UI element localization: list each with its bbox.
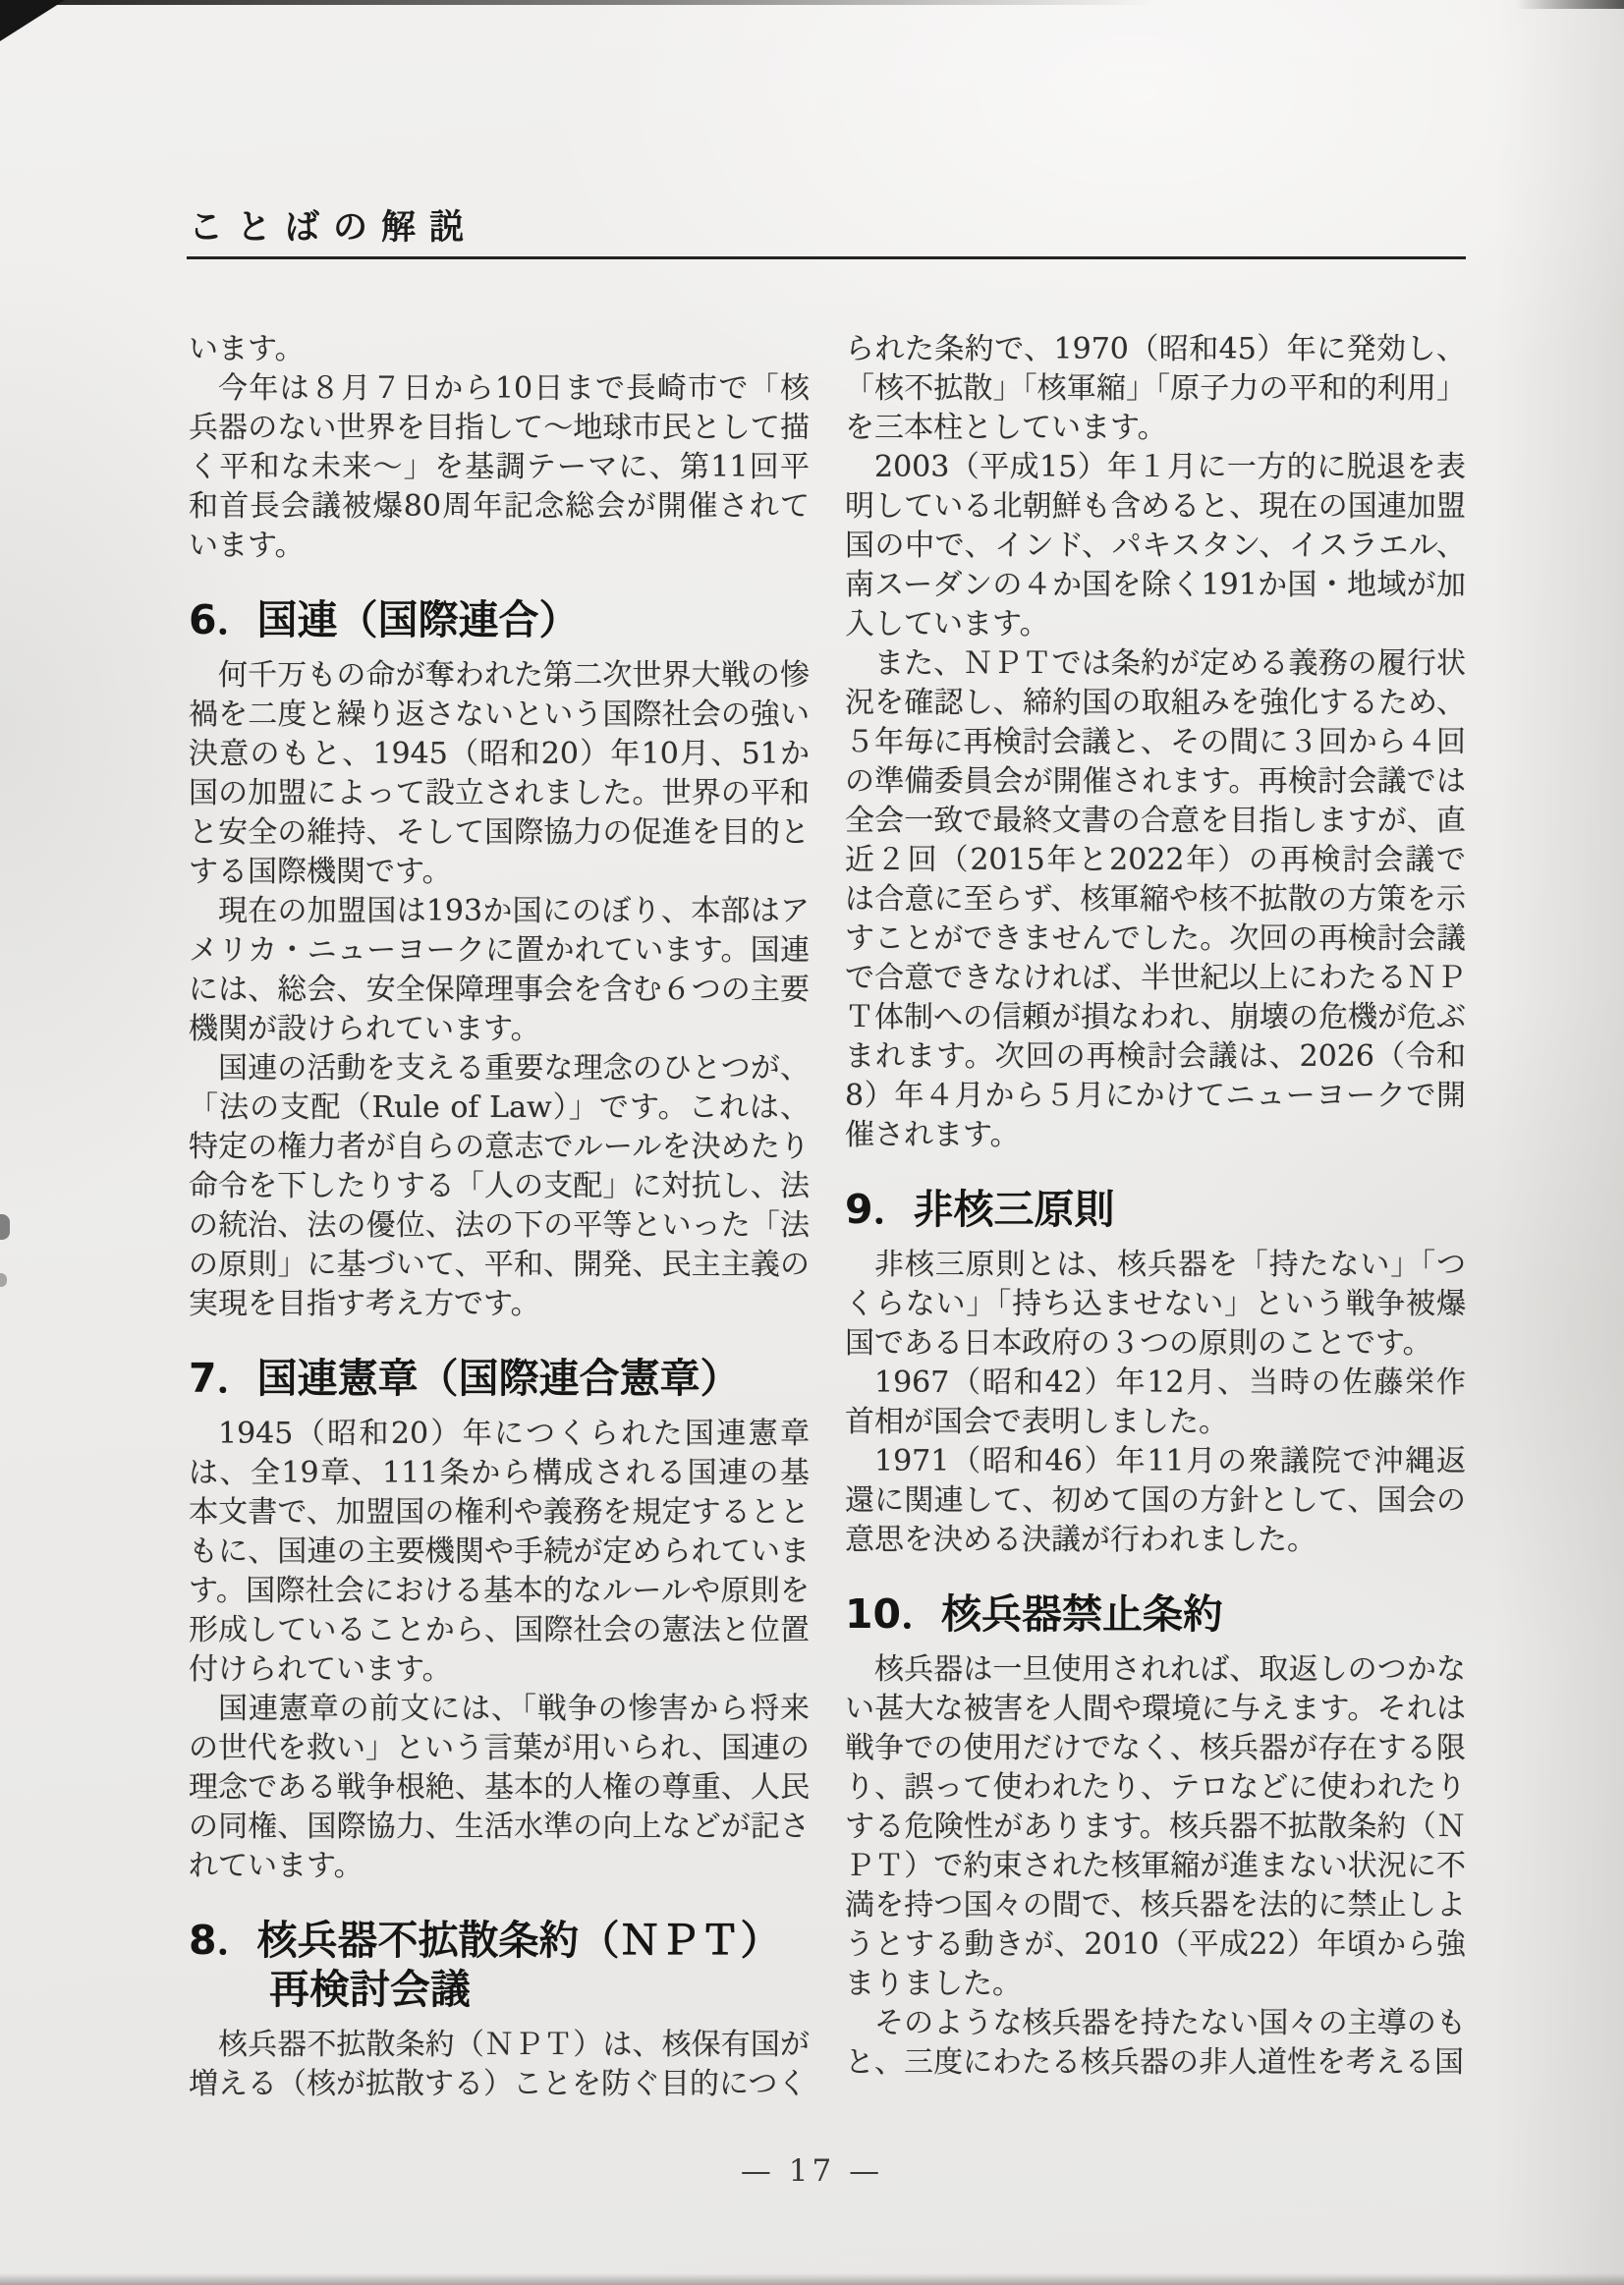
paragraph: 今年は８月７日から10日まで長崎市で「核兵器のない世界を目指して～地球市民として描く平和な未来～」を基調テーマに、第11回平和首長会議被爆80周年記念総会が開催されています。 bbox=[189, 371, 810, 563]
scan-corner-artifact-top-left bbox=[0, 0, 65, 41]
section-heading-10-tpnw: 10．核兵器禁止条約 bbox=[845, 1590, 1224, 1638]
scan-corner-artifact-top-right bbox=[1516, 0, 1624, 9]
paragraph: 2003（平成15）年１月に一方的に脱退を表明している北朝鮮も含めると、現在の国連加盟国の中で、インド、パキスタン、イスラエル、南スーダンの４か国を除く191か国・地域が加入しています。 bbox=[845, 450, 1466, 641]
paragraph: 1945（昭和20）年につくられた国連憲章は、全19章、111条から構成される国連の基本文書で、加盟国の権利や義務を規定するとともに、国連の主要機関や手続が定められています。国際社会における基本的なルールや原則を形成していることから、国際社会の憲法と位置付けられています。 bbox=[189, 1417, 810, 1687]
paragraph: 核兵器は一旦使用されれば、取返しのつかない甚大な被害を人間や環境に与えます。それは戦争での使用だけでなく、核兵器が存在する限り、誤って使われたり、テロなどに使われたりする危険性があります。核兵器不拡散条約（ＮＰＴ）で約束された核軍縮が進まない状況に不満を持つ国々の間で、核兵器を法的に禁止しようとする動きが、2010（平成22）年頃から強まりました。 bbox=[845, 1652, 1466, 2001]
scan-edge-artifact-top bbox=[26, 0, 1155, 5]
section-heading-8-npt-review-conference: 8．核兵器不拡散条約（ＮＰＴ）再検討会議 bbox=[189, 1917, 781, 2013]
section-heading-9-three-non-nuclear-principles: 9．非核三原則 bbox=[845, 1186, 1115, 1233]
scan-edge-artifact-bottom bbox=[0, 2273, 1624, 2285]
paragraph: 国連憲章の前文には、「戦争の惨害から将来の世代を救い」という言葉が用いられ、国連の理念である戦争根絶、基本的人権の尊重、人民の同権、国際協力、生活水準の向上などが記されています。 bbox=[189, 1692, 810, 1883]
paragraph: 核兵器不拡散条約（ＮＰＴ）は、核保有国が増える（核が拡散する）ことを防ぐ目的につく bbox=[189, 2028, 810, 2101]
paragraph: 1971（昭和46）年11月の衆議院で沖縄返還に関連して、初めて国の方針として、国会の意思を決める決議が行われました。 bbox=[845, 1444, 1466, 1557]
scan-edge-smudge bbox=[0, 1214, 10, 1240]
paragraph: そのような核兵器を持たない国々の主導のもと、三度にわたる核兵器の非人道性を考える国 bbox=[845, 2006, 1466, 2080]
paragraph: また、ＮＰＴでは条約が定める義務の履行状況を確認し、締約国の取組みを強化するため、５年毎に再検討会議と、その間に３回から４回の準備委員会が開催されます。再検討会議では全会一致で最終文書の合意を目指しますが、直近２回（2015年と2022年）の再検討会議では合意に至らず、核軍縮や核不拡散の方策を示すことができませんでした。次回の再検討会議で合意できなければ、半世紀以上にわたるＮＰＴ体制への信頼が損なわれ、崩壊の危機が危ぶまれます。次回の再検討会議は、2026（令和8）年４月から５月にかけてニューヨークで開催されます。 bbox=[845, 646, 1466, 1152]
header-divider bbox=[187, 256, 1466, 259]
left-column bbox=[189, 330, 810, 2104]
scan-edge-smudge bbox=[0, 1273, 7, 1287]
paragraph: 現在の加盟国は193か国にのぼり、本部はアメリカ・ニューヨークに置かれています。国連には、総会、安全保障理事会を含む６つの主要機関が設けられています。 bbox=[189, 894, 810, 1046]
page-number: — 17 — bbox=[740, 2153, 884, 2189]
section-heading-6-united-nations: 6．国連（国際連合） bbox=[189, 596, 580, 643]
paragraph-continuation: られた条約で、1970（昭和45）年に発効し、「核不拡散」「核軍縮」「原子力の平和的利用」を三本柱としています。 bbox=[845, 332, 1466, 445]
paragraph: 非核三原則とは、核兵器を「持たない」「つくらない」「持ち込ませない」という戦争被爆国である日本政府の３つの原則のことです。 bbox=[845, 1248, 1466, 1361]
right-column bbox=[845, 330, 1466, 2104]
paragraph: 国連の活動を支える重要な理念のひとつが、「法の支配（Rule of Law）」です。これは、特定の権力者が自らの意志でルールを決めたり命令を下したりする「人の支配」に対抗し、法の統治、法の優位、法の下の平等といった「法の原則」に基づいて、平和、開発、民主主義の実現を目指す考え方です。 bbox=[189, 1051, 810, 1321]
page-title: ことばの解説 bbox=[189, 208, 478, 248]
paragraph: 何千万もの命が奪われた第二次世界大戦の惨禍を二度と繰り返さないという国際社会の強い決意のもと、1945（昭和20）年10月、51か国の加盟によって設立されました。世界の平和と安全の維持、そして国際協力の促進を目的とする国際機関です。 bbox=[189, 658, 810, 889]
paragraph: 1967（昭和42）年12月、当時の佐藤栄作首相が国会で表明しました。 bbox=[845, 1365, 1466, 1439]
two-column-text-body bbox=[189, 330, 1466, 2104]
section-heading-7-un-charter: 7．国連憲章（国際連合憲章） bbox=[189, 1355, 741, 1402]
paragraph-continuation: います。 bbox=[189, 332, 305, 366]
